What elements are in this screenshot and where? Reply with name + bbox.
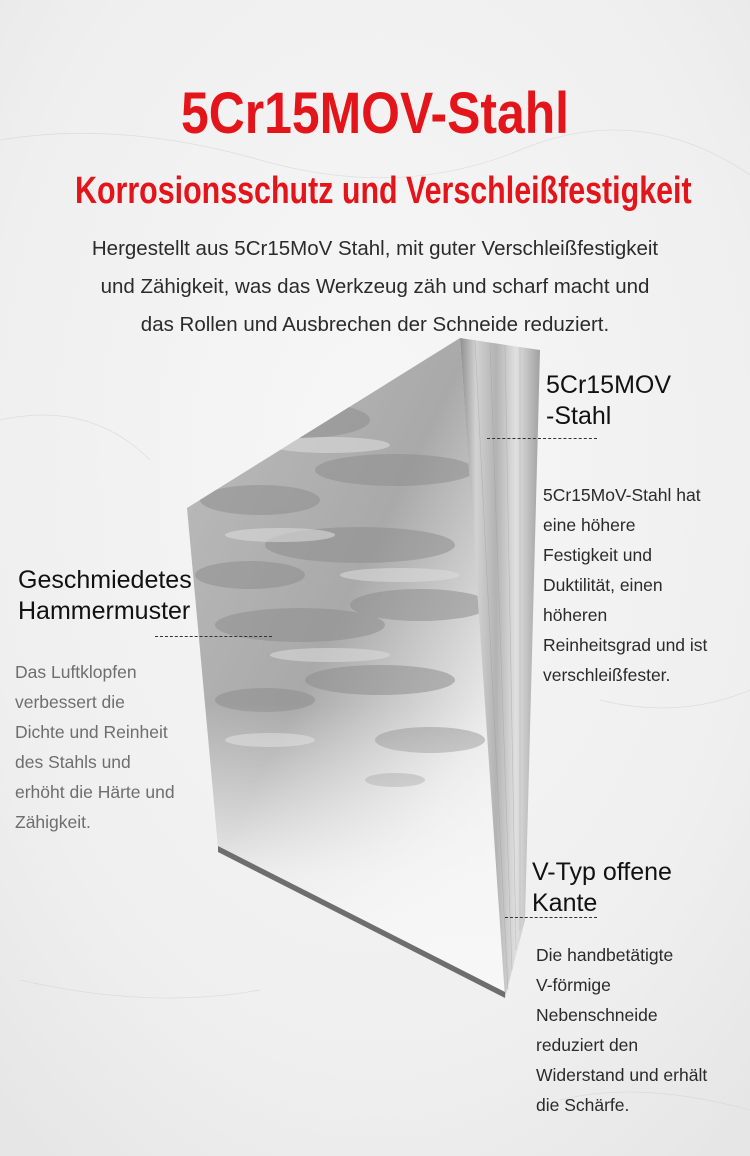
steel-label [546, 370, 671, 432]
edge-desc-line: Nebenschneide [536, 1005, 658, 1025]
hammer-desc-line: Das Luftklopfen [15, 662, 137, 682]
steel-desc-line: Reinheitsgrad und ist [543, 635, 708, 655]
steel-desc-line: Festigkeit und [543, 545, 652, 565]
edge-desc-line: V-förmige [536, 975, 611, 995]
steel-desc-line: Duktilität, einen [543, 575, 663, 595]
hammer-desc-line: verbessert die [15, 692, 125, 712]
edge-desc-line: die Schärfe. [536, 1095, 630, 1115]
steel-label-line: -Stahl [546, 402, 612, 430]
edge-description [536, 940, 707, 1120]
hammer-desc-line: Dichte und Reinheit [15, 722, 168, 742]
steel-desc-line: höheren [543, 605, 608, 625]
steel-desc-line: eine höhere [543, 515, 636, 535]
intro-line: und Zähigkeit, was das Werkzeug zäh und scharf macht und [100, 275, 650, 298]
edge-desc-line: Die handbetätigte [536, 945, 674, 965]
hammer-label-line: Geschmiedetes [18, 566, 192, 594]
intro-line: Hergestellt aus 5Cr15MoV Stahl, mit guter Verschleißfestigkeit [91, 237, 659, 260]
page-subtitle: Korrosionsschutz und Verschleißfestigkeit [75, 170, 692, 212]
hammer-leader-line [155, 636, 272, 637]
steel-desc-line: verschleißfester. [543, 665, 671, 685]
page-title: 5Cr15MOV-Stahl [180, 81, 570, 146]
steel-description [543, 480, 707, 690]
edge-leader-line [505, 917, 597, 918]
edge-label-line: V-Typ offene [532, 858, 672, 886]
hammer-label-line: Hammermuster [18, 597, 191, 625]
hammer-desc-line: Zähigkeit. [15, 812, 91, 832]
hammer-description [15, 657, 175, 837]
hammer-desc-line: des Stahls und [15, 752, 131, 772]
edge-desc-line: Widerstand und erhält [536, 1065, 708, 1085]
steel-desc-line: 5Cr15MoV-Stahl hat [543, 485, 701, 505]
edge-label [532, 857, 672, 919]
edge-desc-line: reduziert den [536, 1035, 639, 1055]
edge-label-line: Kante [532, 889, 598, 917]
hammer-label [18, 565, 192, 627]
intro-line: das Rollen und Ausbrechen der Schneide reduziert. [140, 313, 610, 336]
hammer-desc-line: erhöht die Härte und [15, 782, 175, 802]
steel-leader-line [487, 438, 597, 439]
steel-label-line: 5Cr15MOV [546, 371, 672, 399]
